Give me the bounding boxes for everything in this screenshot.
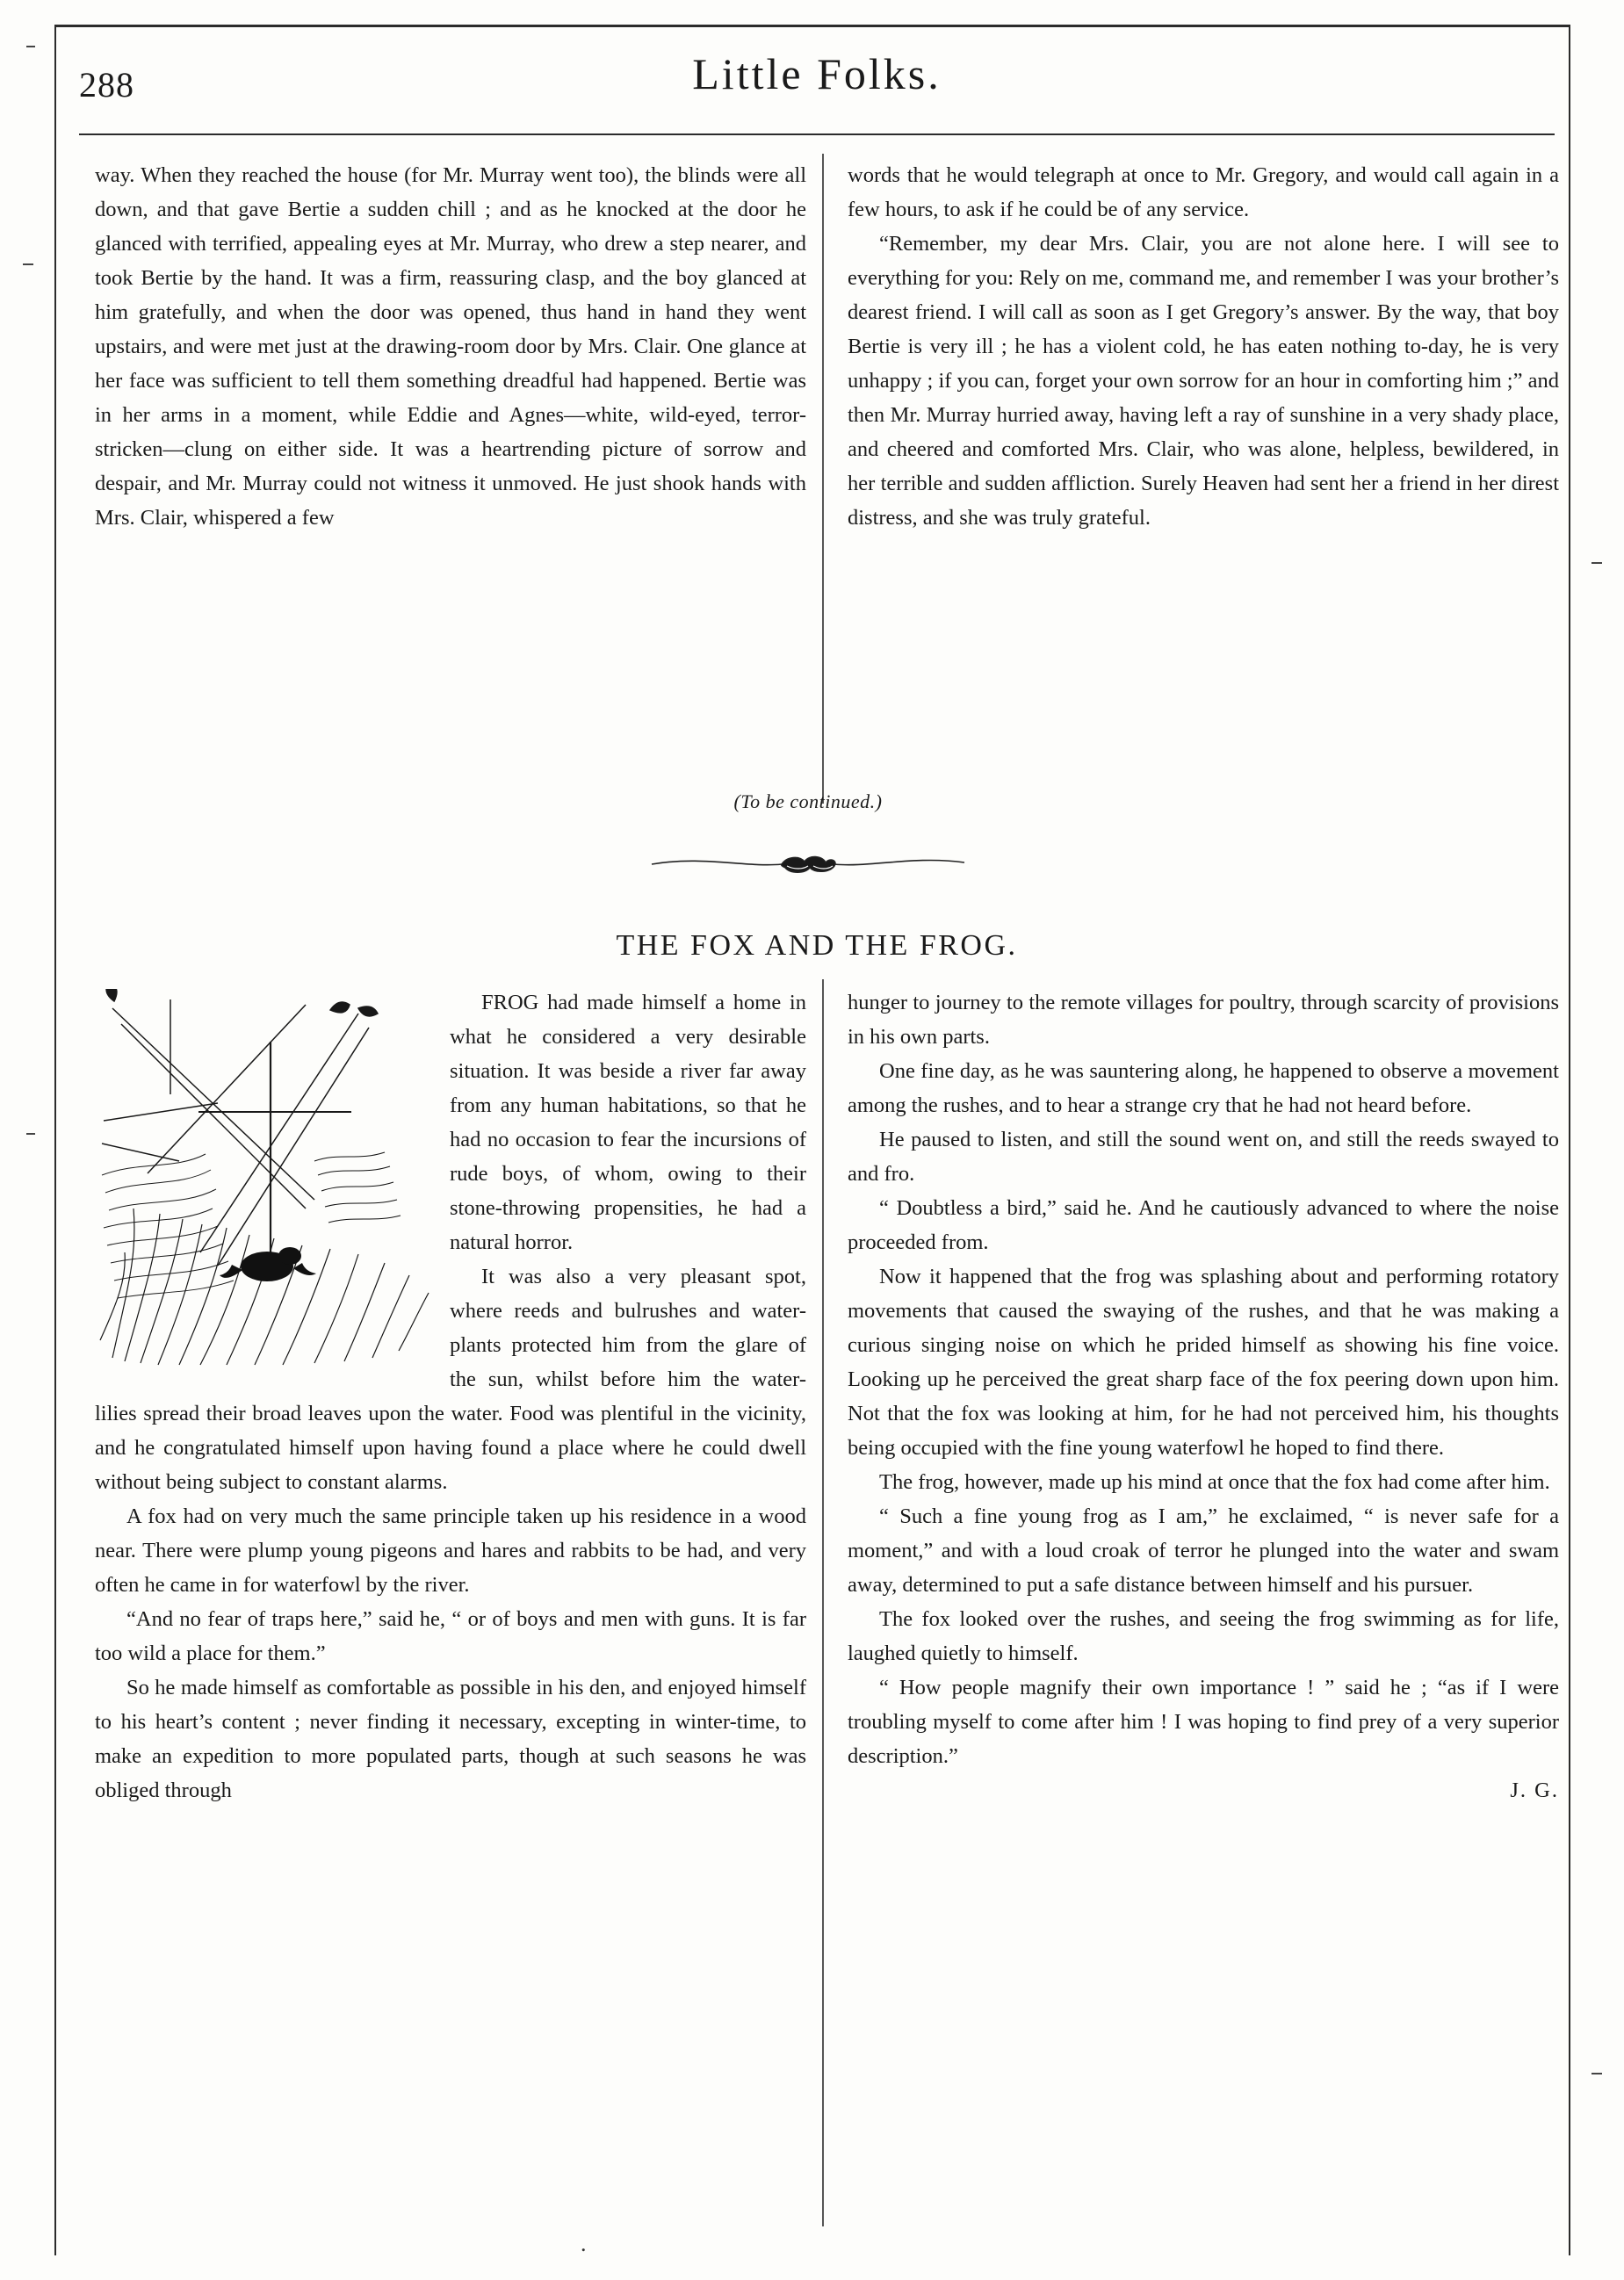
footer-mark: . — [581, 2231, 587, 2256]
margin-tick — [26, 1133, 35, 1135]
page-border-right — [1569, 25, 1570, 2255]
paragraph: Now it happened that the frog was splashing about and performing rotatory movements that caused the swaying of the rushes, and that he was making a curious singing noise on which he prided himself as showing his fine voice. Looking up he perceived the great sharp face of the fox peering down upon him. Not that the fox was looking at him, for he had not perceived him, his thoughts being occupied with the fine young waterfowl he hoped to find there. — [848, 1265, 1559, 1460]
paragraph: “Remember, my dear Mrs. Clair, you are not alone here. I will see to everything for you: Rely on me, command me, and remember I was your brother’s dearest friend. I will call as soon as I get Gregory’s answer. By the way, that boy Bertie is very ill ; he has a violent cold, he has eaten nothing to-day, he is very unhappy ; if you can, forget your own sorrow for an hour in comforting him ;” and then Mr. Murray hurried away, having left a ray of sunshine in a very shady place, and cheered and comforted Mrs. Clair, who was alone, helpless, bewildered, in her terrible and sudden affliction. Surely Heaven had sent her a friend in her direst distress, and she was truly grateful. — [848, 232, 1559, 530]
article-column-left — [95, 985, 806, 1807]
paragraph: FROG had made himself a home in what he considered a very desirable situation. It was beside a river far away from any human habitations, so that he had no occasion to fear the incursions of rude boys, of whom, owing to their stone-throwing propensities, he had a natural horror. — [450, 991, 806, 1254]
margin-tick — [1592, 2073, 1602, 2074]
paragraph: “ How people magnify their own importance ! ” said he ; “as if I were troubling myself to come after him ! I was hoping to find prey of a very superior description.” — [848, 1676, 1559, 1768]
story-column-right — [848, 158, 1559, 535]
author-signature: J. G. — [1510, 1779, 1559, 1802]
column-rule — [822, 979, 824, 2226]
margin-tick — [26, 46, 35, 47]
header-rule — [79, 133, 1555, 135]
paragraph: “ Such a fine young frog as I am,” he exclaimed, “ is never safe for a moment,” and with a loud croak of terror he plunged into the water and swam away, determined to put a safe distance between himself and his pursuer. — [848, 1504, 1559, 1597]
paragraph: The fox looked over the rushes, and seeing the frog swimming as for life, laughed quietly to himself. — [848, 1607, 1559, 1665]
to-be-continued-note: (To be continued.) — [733, 790, 883, 812]
page-border-left — [54, 25, 56, 2255]
page-header — [79, 48, 1555, 119]
paragraph: A fox had on very much the same principle taken up his residence in a wood near. There were plump young pigeons and hares and rabbits to be had, and very often he came in for waterfowl by the river. — [95, 1504, 806, 1597]
frog-and-reeds-illustration — [95, 989, 437, 1367]
section-divider-ornament — [650, 850, 966, 875]
folio-number: 288 — [79, 65, 134, 105]
article-title: THE FOX AND THE FROG. — [616, 929, 1018, 962]
paragraph: It was also a very pleasant spot, where reeds and bulrushes and water-plants protected him from the glare of the sun, whilst before him the water-lilies spread their broad leaves upon the water. Food was plentiful in the vicinity, and he congratulated himself upon having found a place where he could dwell without being subject to constant alarms. — [95, 1265, 806, 1494]
paragraph: hunger to journey to the remote villages for poultry, through scarcity of provisions in his own parts. — [848, 991, 1559, 1049]
paragraph: The frog, however, made up his mind at once that the fox had come after him. — [879, 1470, 1550, 1494]
paragraph: way. When they reached the house (for Mr. Murray went too), the blinds were all down, and that gave Bertie a sudden chill ; and as he knocked at the door he glanced with terrified, appealing eyes at Mr. Murray, who drew a step nearer, and took Bertie by the hand. It was a firm, reassuring clasp, and the boy glanced at him gratefully, and when the door was opened, thus hand in hand they went upstairs, and were met just at the drawing-room door by Mrs. Clair. One glance at her face was sufficient to tell them something dreadful had happened. Bertie was in her arms in a moment, while Eddie and Agnes—white, wild-eyed, terror-stricken—clung on either side. It was a heartrending picture of sorrow and despair, and Mr. Murray could not witness it unmoved. He just shook hands with Mrs. Clair, whispered a few — [95, 163, 806, 530]
running-title: Little Folks. — [692, 49, 942, 98]
story-column-left — [95, 158, 806, 535]
margin-tick — [23, 263, 33, 265]
paragraph: “ Doubtless a bird,” said he. And he cautiously advanced to where the noise proceeded from. — [848, 1196, 1559, 1254]
column-rule — [822, 154, 824, 804]
paragraph: “And no fear of traps here,” said he, “ or of boys and men with guns. It is far too wild a place for them.” — [95, 1607, 806, 1665]
paragraph: So he made himself as comfortable as possible in his den, and enjoyed himself to his heart’s content ; never finding it necessary, excepting in winter-time, to make an expedition to more populated parts, though at such seasons he was obliged through — [95, 1676, 806, 1802]
article-column-right — [848, 985, 1559, 1807]
page-border-top — [54, 25, 1570, 27]
paragraph: words that he would telegraph at once to Mr. Gregory, and would call again in a few hours, to ask if he could be of any service. — [848, 163, 1559, 221]
margin-tick — [1592, 562, 1602, 564]
paragraph: One fine day, as he was sauntering along, he happened to observe a movement among the rushes, and to hear a strange cry that he had not heard before. — [848, 1059, 1559, 1117]
paragraph: He paused to listen, and still the sound went on, and still the reeds swayed to and fro. — [848, 1128, 1559, 1186]
